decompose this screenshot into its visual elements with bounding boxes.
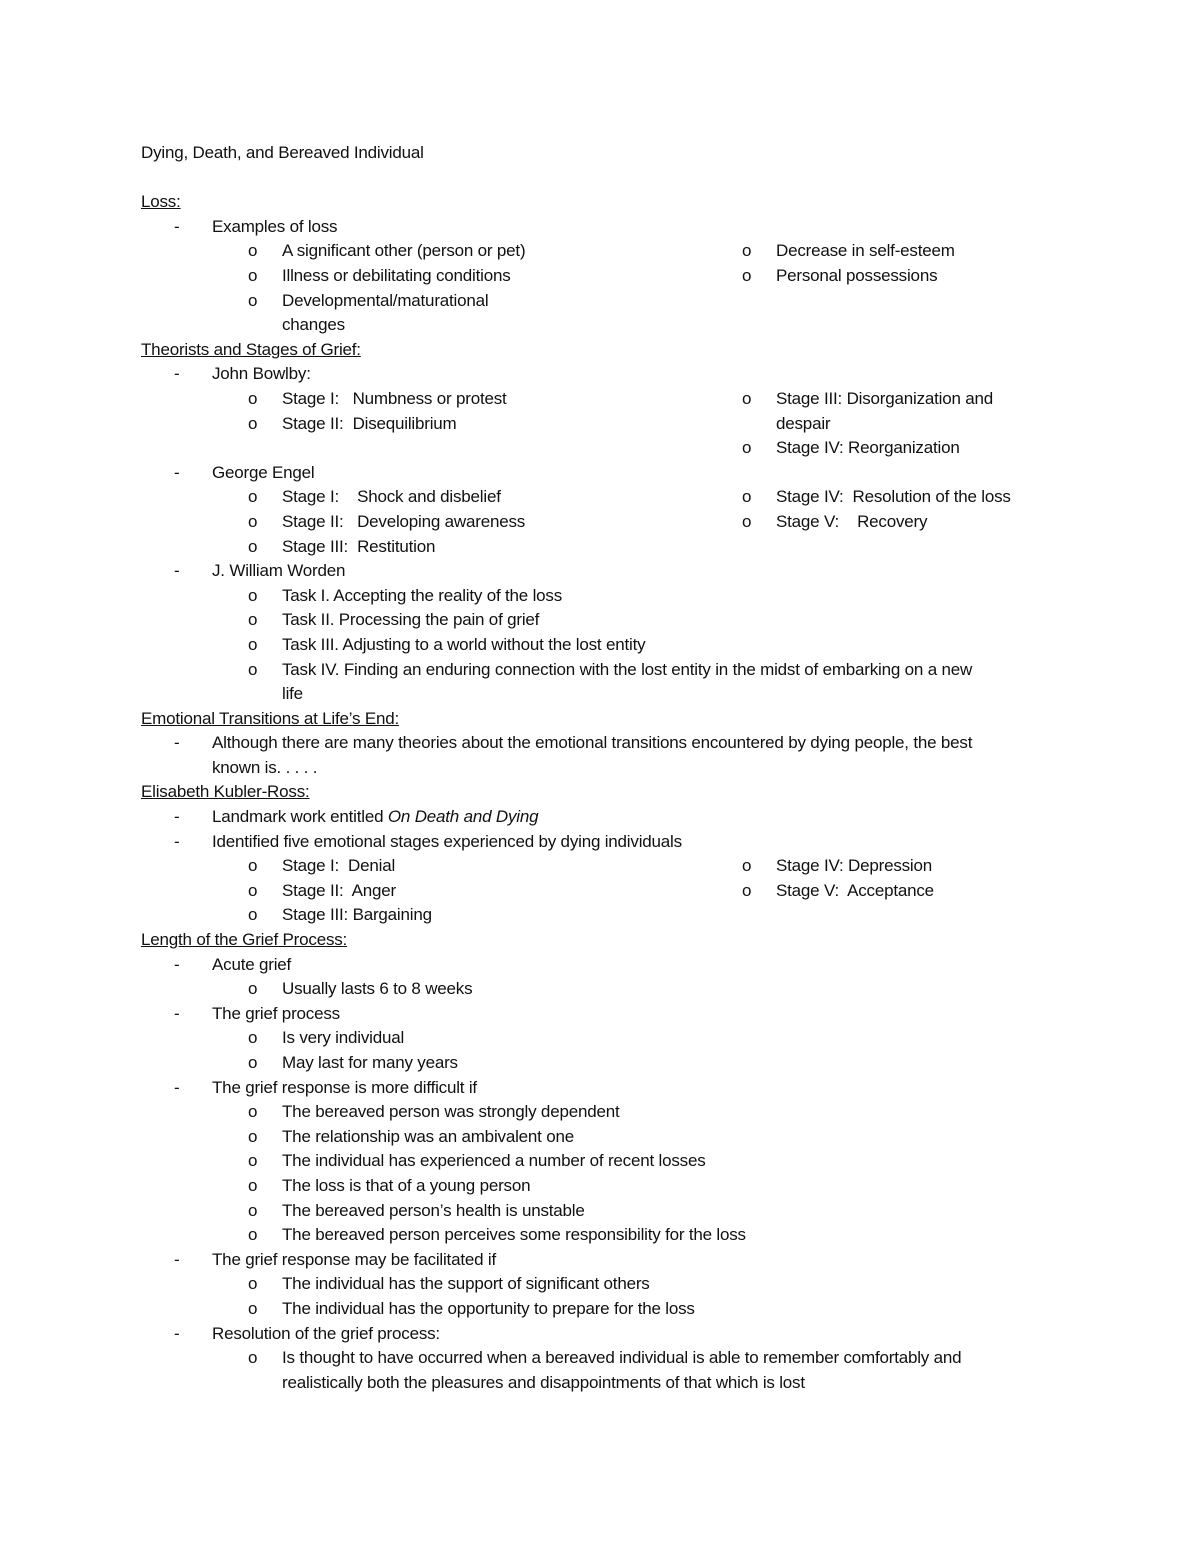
item-text: Stage IV: Reorganization <box>776 438 960 458</box>
item-text: Task III. Adjusting to a world without the lost entity <box>282 634 646 654</box>
list-item <box>141 1322 1061 1347</box>
item-text: The loss is that of a young person <box>282 1176 531 1195</box>
two-column-list <box>141 854 1061 928</box>
list-item <box>141 1346 1061 1371</box>
item-continuation: life <box>282 684 303 704</box>
item-continuation: known is. . . . . <box>212 757 318 777</box>
heading-emotional-transitions: Emotional Transitions at Life’s End: <box>141 708 400 728</box>
bullet-marker: o <box>742 241 752 261</box>
list-item <box>141 485 661 510</box>
item-text: Stage I: Shock and disbelief <box>282 487 501 507</box>
heading-kubler-ross: Elisabeth Kubler-Ross: <box>141 782 310 802</box>
item-continuation: changes <box>282 315 345 335</box>
bullet-marker: o <box>248 1176 258 1195</box>
list-item <box>635 264 1055 289</box>
list-item <box>141 608 1061 633</box>
left-column <box>141 239 661 337</box>
bullet-marker: o <box>248 1298 258 1318</box>
two-column-list <box>141 239 1061 337</box>
list-item <box>141 387 661 412</box>
two-column-list <box>141 485 1061 559</box>
list-item <box>141 1051 1061 1076</box>
item-text: Illness or debilitating conditions <box>282 265 511 285</box>
bullet-marker: o <box>248 1151 258 1171</box>
item-text: A significant other (person or pet) <box>282 241 526 261</box>
item-text: Although there are many theories about the emotional transitions encountered by dying people, the best <box>212 733 973 753</box>
dash-marker: - <box>174 364 180 384</box>
dash-marker: - <box>174 561 180 581</box>
list-item <box>141 264 661 289</box>
list-item <box>141 1026 1061 1051</box>
list-item <box>141 1223 1061 1248</box>
bullet-marker: o <box>742 487 752 507</box>
list-item <box>635 854 1055 879</box>
list-item <box>141 879 661 904</box>
heading-length-of-grief: Length of the Grief Process: <box>141 930 348 950</box>
list-item <box>141 953 1061 978</box>
bullet-marker: o <box>248 1053 258 1073</box>
bullet-marker: o <box>248 1126 258 1146</box>
dash-marker: - <box>174 831 180 851</box>
item-text: The individual has the opportunity to prepare for the loss <box>282 1298 695 1318</box>
bullet-marker: o <box>248 1102 258 1122</box>
bullet-marker: o <box>248 1028 258 1048</box>
item-text: Stage II: Developing awareness <box>282 511 526 531</box>
list-item <box>141 1149 1061 1174</box>
item-text: The individual has experienced a number of recent losses <box>282 1151 706 1171</box>
list-item <box>141 731 1061 756</box>
list-item <box>141 535 661 560</box>
bullet-marker: o <box>248 241 258 261</box>
dash-marker: - <box>174 216 180 236</box>
item-text: Task IV. Finding an enduring connection with the lost entity in the midst of embarking on a new <box>282 659 973 679</box>
item-text: Stage III: Restitution <box>282 536 436 556</box>
list-item <box>635 510 1055 535</box>
bullet-marker: o <box>248 1200 258 1220</box>
item-continuation: despair <box>776 413 831 433</box>
list-item <box>635 879 1055 904</box>
dash-marker: - <box>174 1249 180 1269</box>
dash-marker: - <box>174 807 180 827</box>
bullet-marker: o <box>742 438 752 458</box>
right-column <box>635 387 1055 461</box>
list-item <box>141 854 661 879</box>
item-text: Examples of loss <box>212 216 338 236</box>
item-text: The individual has the support of significant others <box>282 1274 650 1294</box>
list-item <box>141 1002 1061 1027</box>
item-text: Landmark work entitled <box>212 807 388 827</box>
list-item <box>141 362 1061 387</box>
bullet-marker: o <box>248 856 258 876</box>
item-text: Stage IV: Depression <box>776 856 933 876</box>
list-item <box>141 584 1061 609</box>
document-title: Dying, Death, and Bereaved Individual <box>141 143 424 162</box>
item-text: Acute grief <box>212 954 292 974</box>
list-item <box>141 1100 1061 1125</box>
bullet-marker: o <box>248 659 258 679</box>
left-column <box>141 854 661 928</box>
bullet-marker: o <box>248 536 258 556</box>
bullet-marker: o <box>248 388 258 408</box>
item-text: Stage V: Recovery <box>776 511 928 531</box>
item-text: Is thought to have occurred when a bereaved individual is able to remember comfortably and <box>282 1348 962 1368</box>
list-item <box>635 387 1055 412</box>
item-text: Stage II: Anger <box>282 880 396 900</box>
item-text: Stage V: Acceptance <box>776 880 934 900</box>
bullet-marker: o <box>742 511 752 531</box>
list-item <box>141 412 661 437</box>
list-item <box>141 1248 1061 1273</box>
bullet-marker: o <box>248 880 258 900</box>
list-item <box>141 559 1061 584</box>
bullet-marker: o <box>248 265 258 285</box>
item-text: Task II. Processing the pain of grief <box>282 610 540 630</box>
bullet-marker: o <box>248 1225 258 1245</box>
list-item <box>141 830 1061 855</box>
item-text: Stage II: Disequilibrium <box>282 413 457 433</box>
list-item <box>141 805 1061 830</box>
bullet-marker: o <box>742 265 752 285</box>
list-item <box>141 1297 1061 1322</box>
bullet-marker: o <box>248 1348 258 1368</box>
item-text: Stage I: Denial <box>282 856 396 876</box>
bullet-marker: o <box>742 880 752 900</box>
two-column-list <box>141 387 1061 461</box>
item-continuation: realistically both the pleasures and disappointments of that which is lost <box>282 1372 805 1392</box>
theorist-name: John Bowlby: <box>212 364 311 384</box>
item-text: Stage III: Disorganization and <box>776 388 994 408</box>
item-text: Personal possessions <box>776 265 938 285</box>
dash-marker: - <box>174 462 180 482</box>
bullet-marker: o <box>248 979 258 999</box>
item-text: Resolution of the grief process: <box>212 1323 440 1343</box>
bullet-marker: o <box>742 388 752 408</box>
item-text: Is very individual <box>282 1028 405 1048</box>
dash-marker: - <box>174 954 180 974</box>
item-text: The bereaved person’s health is unstable <box>282 1200 585 1220</box>
right-column <box>635 854 1055 903</box>
item-text: The bereaved person perceives some responsibility for the loss <box>282 1225 746 1245</box>
item-text: The bereaved person was strongly dependent <box>282 1102 620 1122</box>
list-item <box>635 436 1055 461</box>
document-page <box>141 141 1061 1395</box>
item-text: Stage I: Numbness or protest <box>282 388 507 408</box>
left-column <box>141 387 661 436</box>
item-text: Developmental/maturational <box>282 290 489 310</box>
item-text: Usually lasts 6 to 8 weeks <box>282 979 473 999</box>
list-item <box>635 239 1055 264</box>
list-item <box>141 1199 1061 1224</box>
theorist-name: George Engel <box>212 462 315 482</box>
list-item <box>141 289 661 314</box>
heading-loss: Loss: <box>141 192 181 212</box>
list-item <box>141 1076 1061 1101</box>
bullet-marker: o <box>248 634 258 654</box>
theorist-name: J. William Worden <box>212 561 346 581</box>
dash-marker: - <box>174 1077 180 1097</box>
list-item <box>635 485 1055 510</box>
right-column <box>635 485 1055 534</box>
list-item <box>141 461 1061 486</box>
list-item <box>141 1174 1061 1199</box>
dash-marker: - <box>174 733 180 753</box>
item-text: Identified five emotional stages experienced by dying individuals <box>212 831 682 851</box>
item-text: The grief response may be facilitated if <box>212 1249 496 1269</box>
list-item <box>141 977 1061 1002</box>
bullet-marker: o <box>248 511 258 531</box>
heading-theorists: Theorists and Stages of Grief: <box>141 339 361 359</box>
item-text: Stage IV: Resolution of the loss <box>776 487 1011 507</box>
item-text: Task I. Accepting the reality of the loss <box>282 585 563 605</box>
list-item <box>141 1272 1061 1297</box>
item-text: The relationship was an ambivalent one <box>282 1126 574 1146</box>
list-item <box>141 215 1061 240</box>
book-title: On Death and Dying <box>387 807 539 827</box>
bullet-marker: o <box>248 1274 258 1294</box>
item-text: The grief response is more difficult if <box>212 1077 477 1097</box>
item-text: May last for many years <box>282 1053 458 1073</box>
list-item <box>141 633 1061 658</box>
item-text: Stage III: Bargaining <box>282 905 432 925</box>
left-column <box>141 485 661 559</box>
dash-marker: - <box>174 1003 180 1023</box>
list-item <box>141 658 1061 683</box>
item-text: Decrease in self-esteem <box>776 241 955 261</box>
bullet-marker: o <box>248 487 258 507</box>
bullet-marker: o <box>742 856 752 876</box>
list-item <box>141 510 661 535</box>
dash-marker: - <box>174 1323 180 1343</box>
bullet-marker: o <box>248 610 258 630</box>
list-item <box>141 903 661 928</box>
bullet-marker: o <box>248 905 258 925</box>
right-column <box>635 239 1055 288</box>
bullet-marker: o <box>248 290 258 310</box>
list-item <box>141 1125 1061 1150</box>
item-text: The grief process <box>212 1003 340 1023</box>
list-item <box>141 239 661 264</box>
bullet-marker: o <box>248 585 258 605</box>
bullet-marker: o <box>248 413 258 433</box>
spacer <box>141 166 1061 191</box>
